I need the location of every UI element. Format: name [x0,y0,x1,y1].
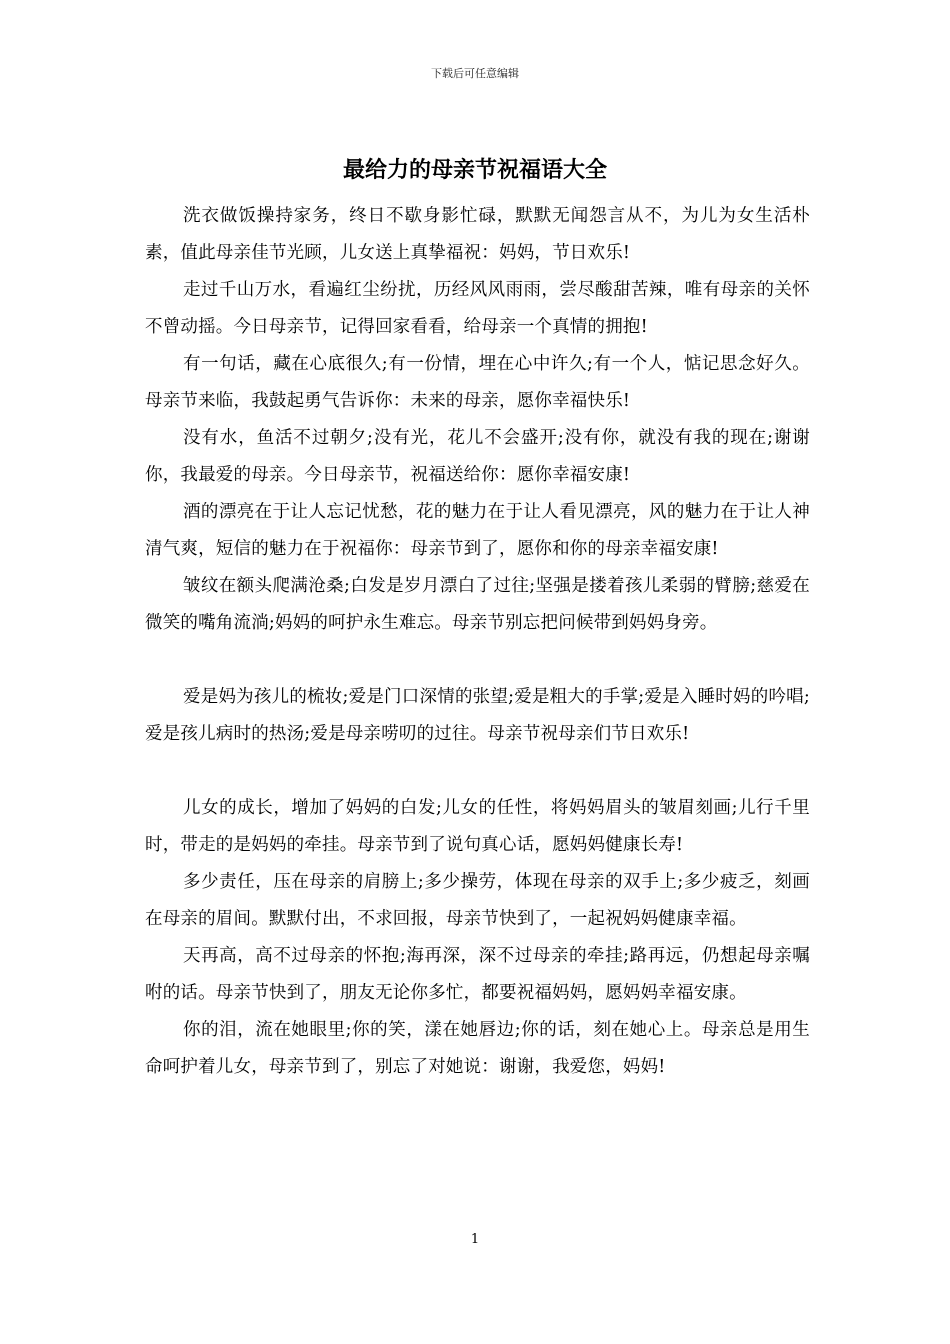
paragraph: 有一句话，藏在心底很久;有一份情，埋在心中许久;有一个人，惦记思念好久。母亲节来临，我鼓起勇气告诉你：未来的母亲，愿你幸福快乐! [145,354,810,411]
paragraph: 你的泪，流在她眼里;你的笑，漾在她唇边;你的话，刻在她心上。母亲总是用生命呵护着儿女，母亲节到了，别忘了对她说：谢谢，我爱您，妈妈! [145,1020,810,1077]
paragraph: 多少责任，压在母亲的肩膀上;多少操劳，体现在母亲的双手上;多少疲乏，刻画在母亲的眉间。默默付出，不求回报，母亲节快到了，一起祝妈妈健康幸福。 [145,872,810,929]
paragraph: 爱是妈为孩儿的梳妆;爱是门口深情的张望;爱是粗大的手掌;爱是入睡时妈的吟唱;爱是孩儿病时的热汤;爱是母亲唠叨的过往。母亲节祝母亲们节日欢乐! [145,687,810,744]
paragraph: 酒的漂亮在于让人忘记忧愁，花的魅力在于让人看见漂亮，风的魅力在于让人神清气爽，短信的魅力在于祝福你：母亲节到了，愿你和你的母亲幸福安康! [145,502,810,559]
paragraph: 洗衣做饭操持家务，终日不歇身影忙碌，默默无闻怨言从不，为儿为女生活朴素，值此母亲佳节光顾，儿女送上真挚福祝：妈妈，节日欢乐! [145,206,810,263]
paragraph: 走过千山万水，看遍红尘纷扰，历经风风雨雨，尝尽酸甜苦辣，唯有母亲的关怀不曾动摇。今日母亲节，记得回家看看，给母亲一个真情的拥抱! [145,280,810,337]
page-header: 下载后可任意编辑 [431,67,519,80]
document-body [145,198,810,1086]
document-title: 最给力的母亲节祝福语大全 [342,157,607,183]
paragraph: 天再高，高不过母亲的怀抱;海再深，深不过母亲的牵挂;路再远，仍想起母亲嘱咐的话。母亲节快到了，朋友无论你多忙，都要祝福妈妈，愿妈妈幸福安康。 [145,946,810,1003]
page-number: 1 [470,1232,480,1247]
paragraph: 皱纹在额头爬满沧桑;白发是岁月漂白了过往;坚强是搂着孩儿柔弱的臂膀;慈爱在微笑的嘴角流淌;妈妈的呵护永生难忘。母亲节别忘把问候带到妈妈身旁。 [145,576,810,633]
paragraph: 没有水，鱼活不过朝夕;没有光，花儿不会盛开;没有你，就没有我的现在;谢谢你，我最爱的母亲。今日母亲节，祝福送给你：愿你幸福安康! [145,428,810,485]
paragraph: 儿女的成长，增加了妈妈的白发;儿女的任性，将妈妈眉头的皱眉刻画;儿行千里时，带走的是妈妈的牵挂。母亲节到了说句真心话，愿妈妈健康长寿! [145,798,810,855]
